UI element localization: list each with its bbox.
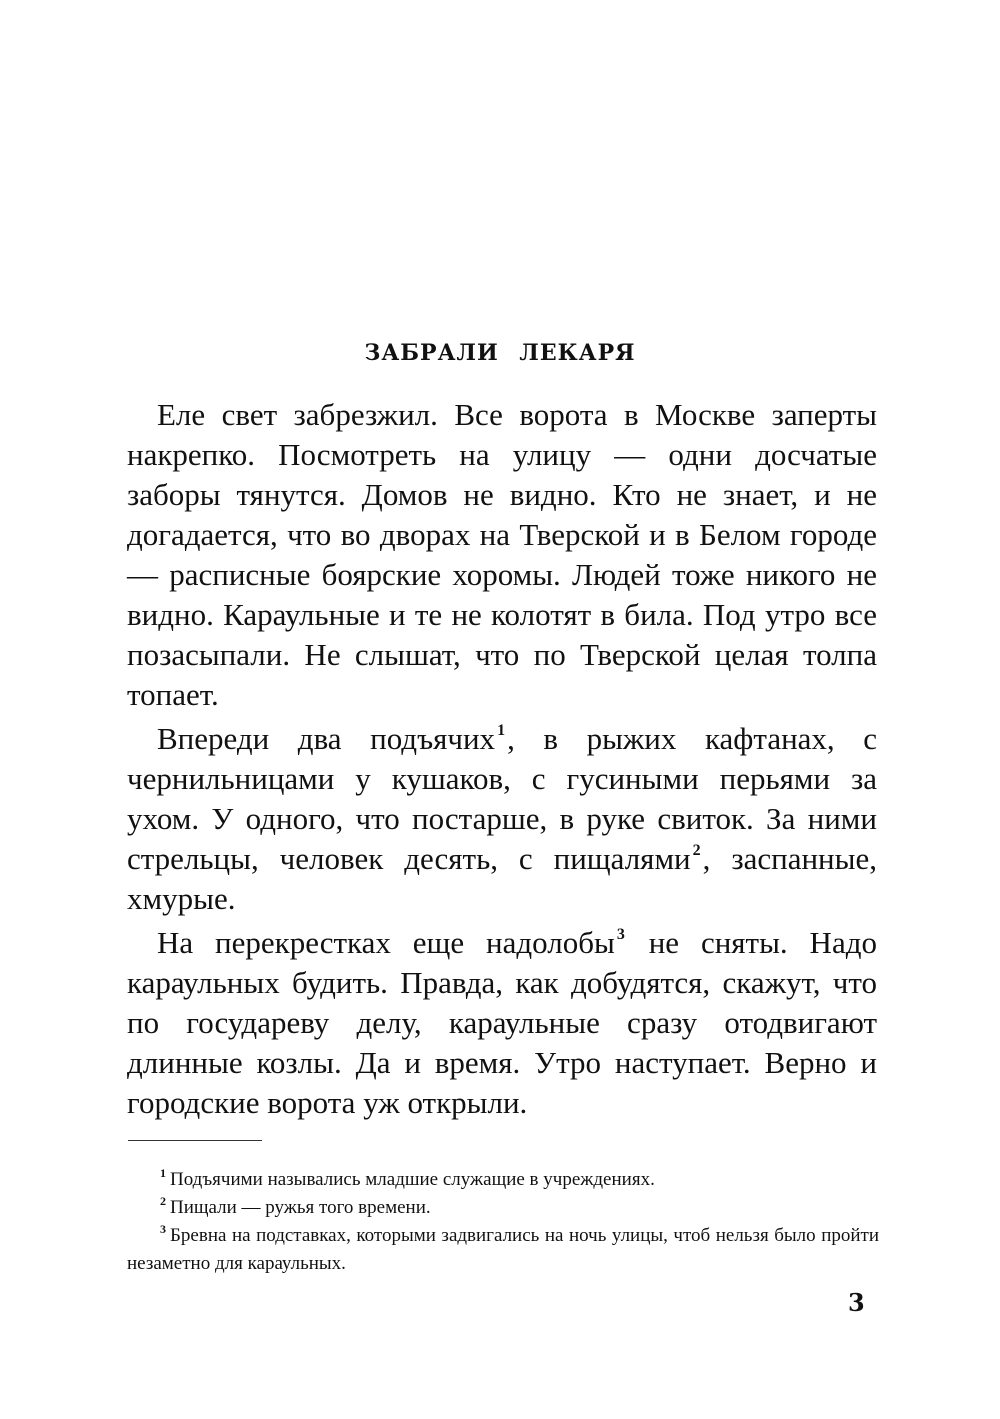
footnote-ref-3: 3: [616, 926, 625, 943]
footnote-1: $^1$ Подъячими назывались младшие служащие в учреждениях.: [160, 1166, 655, 1190]
footnote-3: $^3$ Бревна на подставках, которыми задвигались на ночь улицы, чтоб нельзя было пройти незаметно для караульных.: [127, 1222, 879, 1274]
footnote-ref-1: 1: [497, 722, 506, 739]
footnote-ref-2: 2: [692, 842, 701, 859]
paragraph-3: На перекрестках еще надолобы $^3$ не сняты. Надо караульных будить. Правда, как добудятся, скажут, что по государеву делу, караульные сразу отодвигают длинные козлы. Да и время. Утро наступает. Верно и городские ворота уж открыли.: [127, 925, 877, 1120]
paragraph-1: Еле свет забрезжил. Все ворота в Москве заперты накрепко. Посмотреть на улицу — одни досчатые заборы тянутся. Домов не видно. Кто не знает, и не догадается, что во дворах на Тверской и в Белом городе — расписные боярские хоромы. Людей тоже никого не видно. Караульные и те не колотят в била. Под утро все позасыпали. Не слышат, что по Тверской целая толпа топает.: [127, 397, 877, 712]
chapter-title: ЗАБРАЛИ ЛЕКАРЯ: [364, 340, 636, 366]
footnote-divider: [128, 1140, 262, 1141]
paragraph-2: Впереди два подъячих $^1$, в рыжих кафтанах, с чернильницами у кушаков, с гусиными перьями за ухом. У одного, что постарше, в руке свиток. За ними стрельцы, человек десять, с пищалями $^2$, заспанные, хмурые.: [127, 721, 877, 916]
page-number: 3: [848, 1288, 865, 1317]
footnote-2: $^2$ Пищали — ружья того времени.: [160, 1194, 431, 1218]
body-text: [127, 395, 877, 1127]
footnotes: [127, 1166, 879, 1278]
